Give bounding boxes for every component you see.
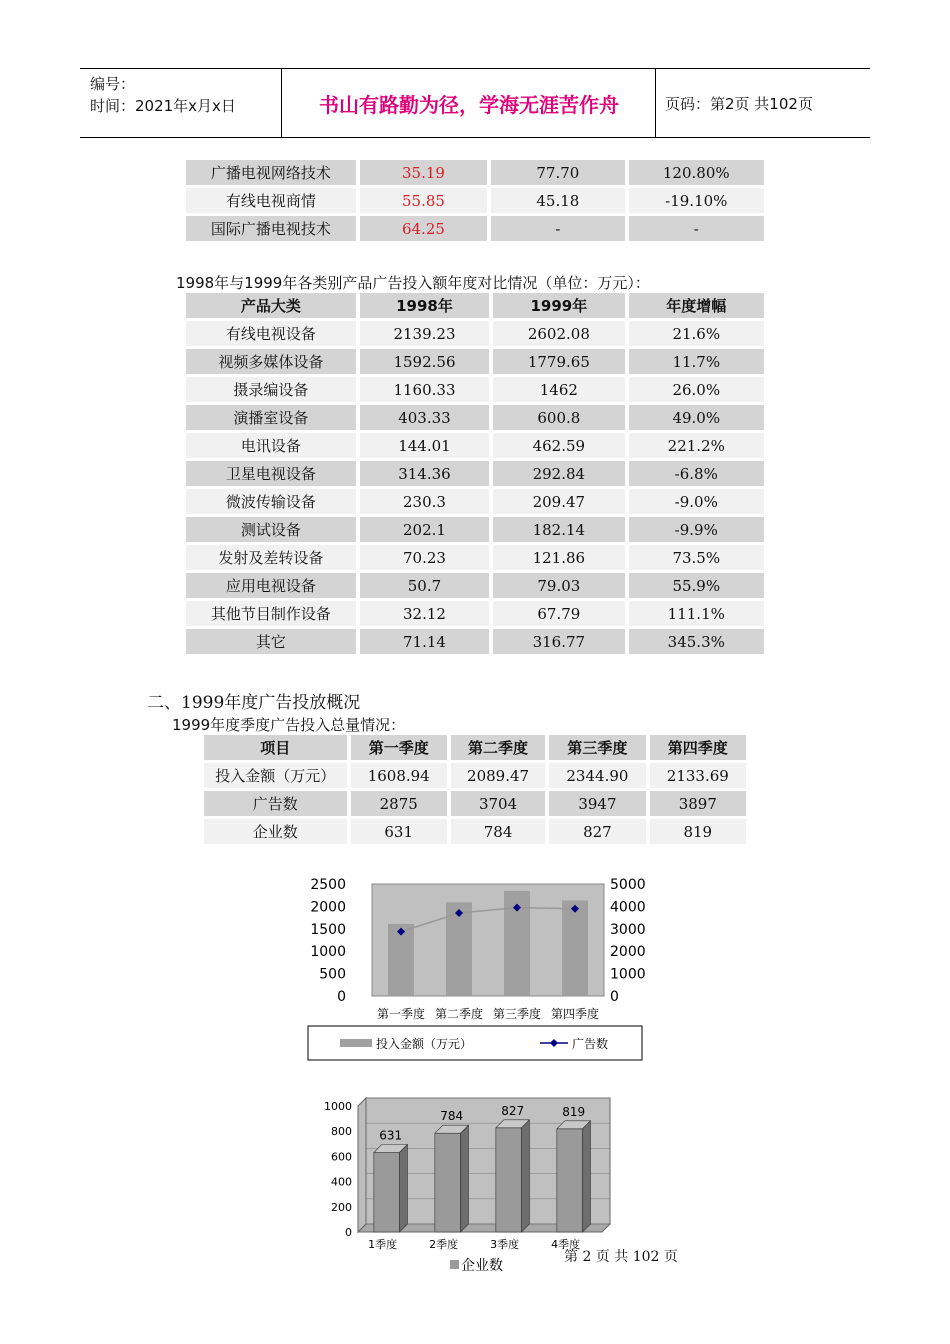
table-row: 投入金额（万元） 1608.94 2089.47 2344.90 2133.69 xyxy=(204,763,746,788)
table-row xyxy=(186,321,764,346)
y-tick-label: 800 xyxy=(331,1125,352,1139)
table-cell: -6.8% xyxy=(629,461,764,486)
y-tick-label: 1000 xyxy=(324,1100,352,1113)
bar-side xyxy=(582,1121,590,1232)
table-cell: 摄录编设备 xyxy=(186,377,356,402)
product-table-caption: 1998年与1999年各类别产品广告投入额年度对比情况（单位：万元）： xyxy=(176,274,650,292)
data-label: 819 xyxy=(562,1104,586,1119)
page-header xyxy=(80,68,870,138)
data-label: 631 xyxy=(379,1128,403,1143)
data-label: 784 xyxy=(440,1109,464,1124)
table-cell: 微波传输设备 xyxy=(186,489,356,514)
table-cell: 121.86 xyxy=(493,545,624,570)
header-motto: 书山有路勤为径，学海无涯苦作舟 xyxy=(319,93,619,117)
quarterly-spend-chart xyxy=(300,870,650,1064)
side-wall xyxy=(358,1098,366,1232)
table-cell: 73.5% xyxy=(629,545,764,570)
table-row xyxy=(186,461,764,486)
table-cell: 视频多媒体设备 xyxy=(186,349,356,374)
table-cell: 314.36 xyxy=(360,461,489,486)
y-tick-label-right: 1000 xyxy=(610,966,646,983)
header-divider xyxy=(655,69,656,137)
table-cell: 403.33 xyxy=(360,405,489,430)
table-cell: -9.9% xyxy=(629,517,764,542)
table-cell: 292.84 xyxy=(493,461,624,486)
header-meta xyxy=(90,73,236,117)
y-tick-label-right: 5000 xyxy=(610,877,646,893)
table-cell: 70.23 xyxy=(360,545,489,570)
table-cell: 电讯设备 xyxy=(186,433,356,458)
y-tick-label-left: 500 xyxy=(319,966,346,983)
bar xyxy=(435,1133,461,1232)
y-tick-label-left: 0 xyxy=(337,989,346,1005)
table-cell: 测试设备 xyxy=(186,517,356,542)
table-cell: 202.1 xyxy=(360,517,489,542)
table-row xyxy=(186,601,764,626)
table-cell: 其他节目制作设备 xyxy=(186,601,356,626)
bar-side xyxy=(521,1120,529,1232)
bar xyxy=(496,1128,522,1232)
quarter-table-caption: 1999年度季度广告投入总量情况： xyxy=(172,716,406,734)
data-label: 827 xyxy=(501,1103,525,1118)
table-row xyxy=(186,349,764,374)
table-cell: 144.01 xyxy=(360,433,489,458)
table-cell: 发射及差转设备 xyxy=(186,545,356,570)
table-cell: 1779.65 xyxy=(493,349,624,374)
table-header-row: 产品大类 1998年 1999年 年度增幅 xyxy=(186,293,764,318)
table-row xyxy=(186,433,764,458)
table-cell: 316.77 xyxy=(493,629,624,654)
table-row xyxy=(186,405,764,430)
table-row xyxy=(186,545,764,570)
table-cell: 49.0% xyxy=(629,405,764,430)
quarter-table xyxy=(200,732,750,847)
bar-side xyxy=(399,1144,407,1232)
table-cell: -9.0% xyxy=(629,489,764,514)
table-cell: 演播室设备 xyxy=(186,405,356,430)
table-cell: 79.03 xyxy=(493,573,624,598)
y-tick-label: 0 xyxy=(345,1226,352,1239)
x-tick-label: 第三季度 xyxy=(492,1007,542,1021)
x-tick-label: 第一季度 xyxy=(376,1007,426,1021)
bar xyxy=(562,900,588,996)
y-tick-label-right: 4000 xyxy=(610,899,646,916)
y-tick-label-left: 2000 xyxy=(310,899,346,916)
table-header-row: 项目 第一季度 第二季度 第三季度 第四季度 xyxy=(204,735,746,760)
table-row: 广播电视网络技术 35.19 77.70 120.80% xyxy=(186,160,764,185)
bar xyxy=(374,1152,400,1232)
x-tick-label: 4季度 xyxy=(551,1238,581,1251)
table-cell: 230.3 xyxy=(360,489,489,514)
table-row: 有线电视商情 55.85 45.18 -19.10% xyxy=(186,188,764,213)
table-cell: 2602.08 xyxy=(493,321,624,346)
table-cell: 67.79 xyxy=(493,601,624,626)
media-table xyxy=(182,157,768,244)
table-cell: 345.3% xyxy=(629,629,764,654)
table-cell: 1462 xyxy=(493,377,624,402)
table-cell: 111.1% xyxy=(629,601,764,626)
table-cell: 221.2% xyxy=(629,433,764,458)
y-tick-label: 400 xyxy=(331,1175,352,1189)
table-row xyxy=(186,573,764,598)
y-tick-label-right: 3000 xyxy=(610,921,646,938)
table-cell: 209.47 xyxy=(493,489,624,514)
y-tick-label-left: 2500 xyxy=(310,877,346,893)
table-row xyxy=(186,489,764,514)
x-tick-label: 第二季度 xyxy=(434,1007,484,1021)
table-cell: 1592.56 xyxy=(360,349,489,374)
table-cell: 71.14 xyxy=(360,629,489,654)
table-cell: 32.12 xyxy=(360,601,489,626)
code-label: 编号： xyxy=(90,75,136,93)
x-tick-label: 第四季度 xyxy=(550,1007,600,1021)
table-cell: 11.7% xyxy=(629,349,764,374)
table-row: 国际广播电视技术 64.25 - - xyxy=(186,216,764,241)
date-label: 时间：2021年x月x日 xyxy=(90,97,236,115)
y-tick-label-right: 0 xyxy=(610,989,619,1005)
x-tick-label: 2季度 xyxy=(429,1238,459,1251)
table-cell: 卫星电视设备 xyxy=(186,461,356,486)
table-cell: 50.7 xyxy=(360,573,489,598)
legend-label: 广告数 xyxy=(572,1037,609,1051)
section-title: 二、1999年度广告投放概况 xyxy=(147,693,361,713)
table-cell: 应用电视设备 xyxy=(186,573,356,598)
table-cell: 有线电视设备 xyxy=(186,321,356,346)
legend-swatch xyxy=(450,1260,459,1269)
table-cell: 600.8 xyxy=(493,405,624,430)
table-cell: 26.0% xyxy=(629,377,764,402)
y-tick-label-left: 1500 xyxy=(310,921,346,938)
y-tick-label-right: 2000 xyxy=(610,944,646,961)
table-cell: 182.14 xyxy=(493,517,624,542)
table-cell: 55.9% xyxy=(629,573,764,598)
legend-label: 企业数 xyxy=(461,1258,503,1274)
bar xyxy=(557,1129,583,1232)
table-row xyxy=(186,517,764,542)
table-row: 广告数 2875 3704 3947 3897 xyxy=(204,791,746,816)
footer-page-number: 第 2 页 共 102 页 xyxy=(564,1249,678,1265)
x-tick-label: 1季度 xyxy=(368,1238,398,1251)
y-tick-label: 600 xyxy=(331,1150,352,1164)
table-row xyxy=(186,629,764,654)
product-table xyxy=(182,290,768,657)
legend-label: 投入金额（万元） xyxy=(376,1037,473,1051)
table-cell: 其它 xyxy=(186,629,356,654)
table-cell: 462.59 xyxy=(493,433,624,458)
table-cell: 21.6% xyxy=(629,321,764,346)
x-tick-label: 3季度 xyxy=(490,1238,520,1251)
header-page-number: 页码：第2页 共102页 xyxy=(665,95,813,113)
table-row: 企业数 631 784 827 819 xyxy=(204,819,746,844)
bar-side xyxy=(460,1125,468,1232)
table-cell: 2139.23 xyxy=(360,321,489,346)
legend-swatch-bar xyxy=(340,1039,372,1047)
table-cell: 1160.33 xyxy=(360,377,489,402)
y-tick-label: 200 xyxy=(331,1200,352,1214)
table-row xyxy=(186,377,764,402)
y-tick-label-left: 1000 xyxy=(310,944,346,961)
